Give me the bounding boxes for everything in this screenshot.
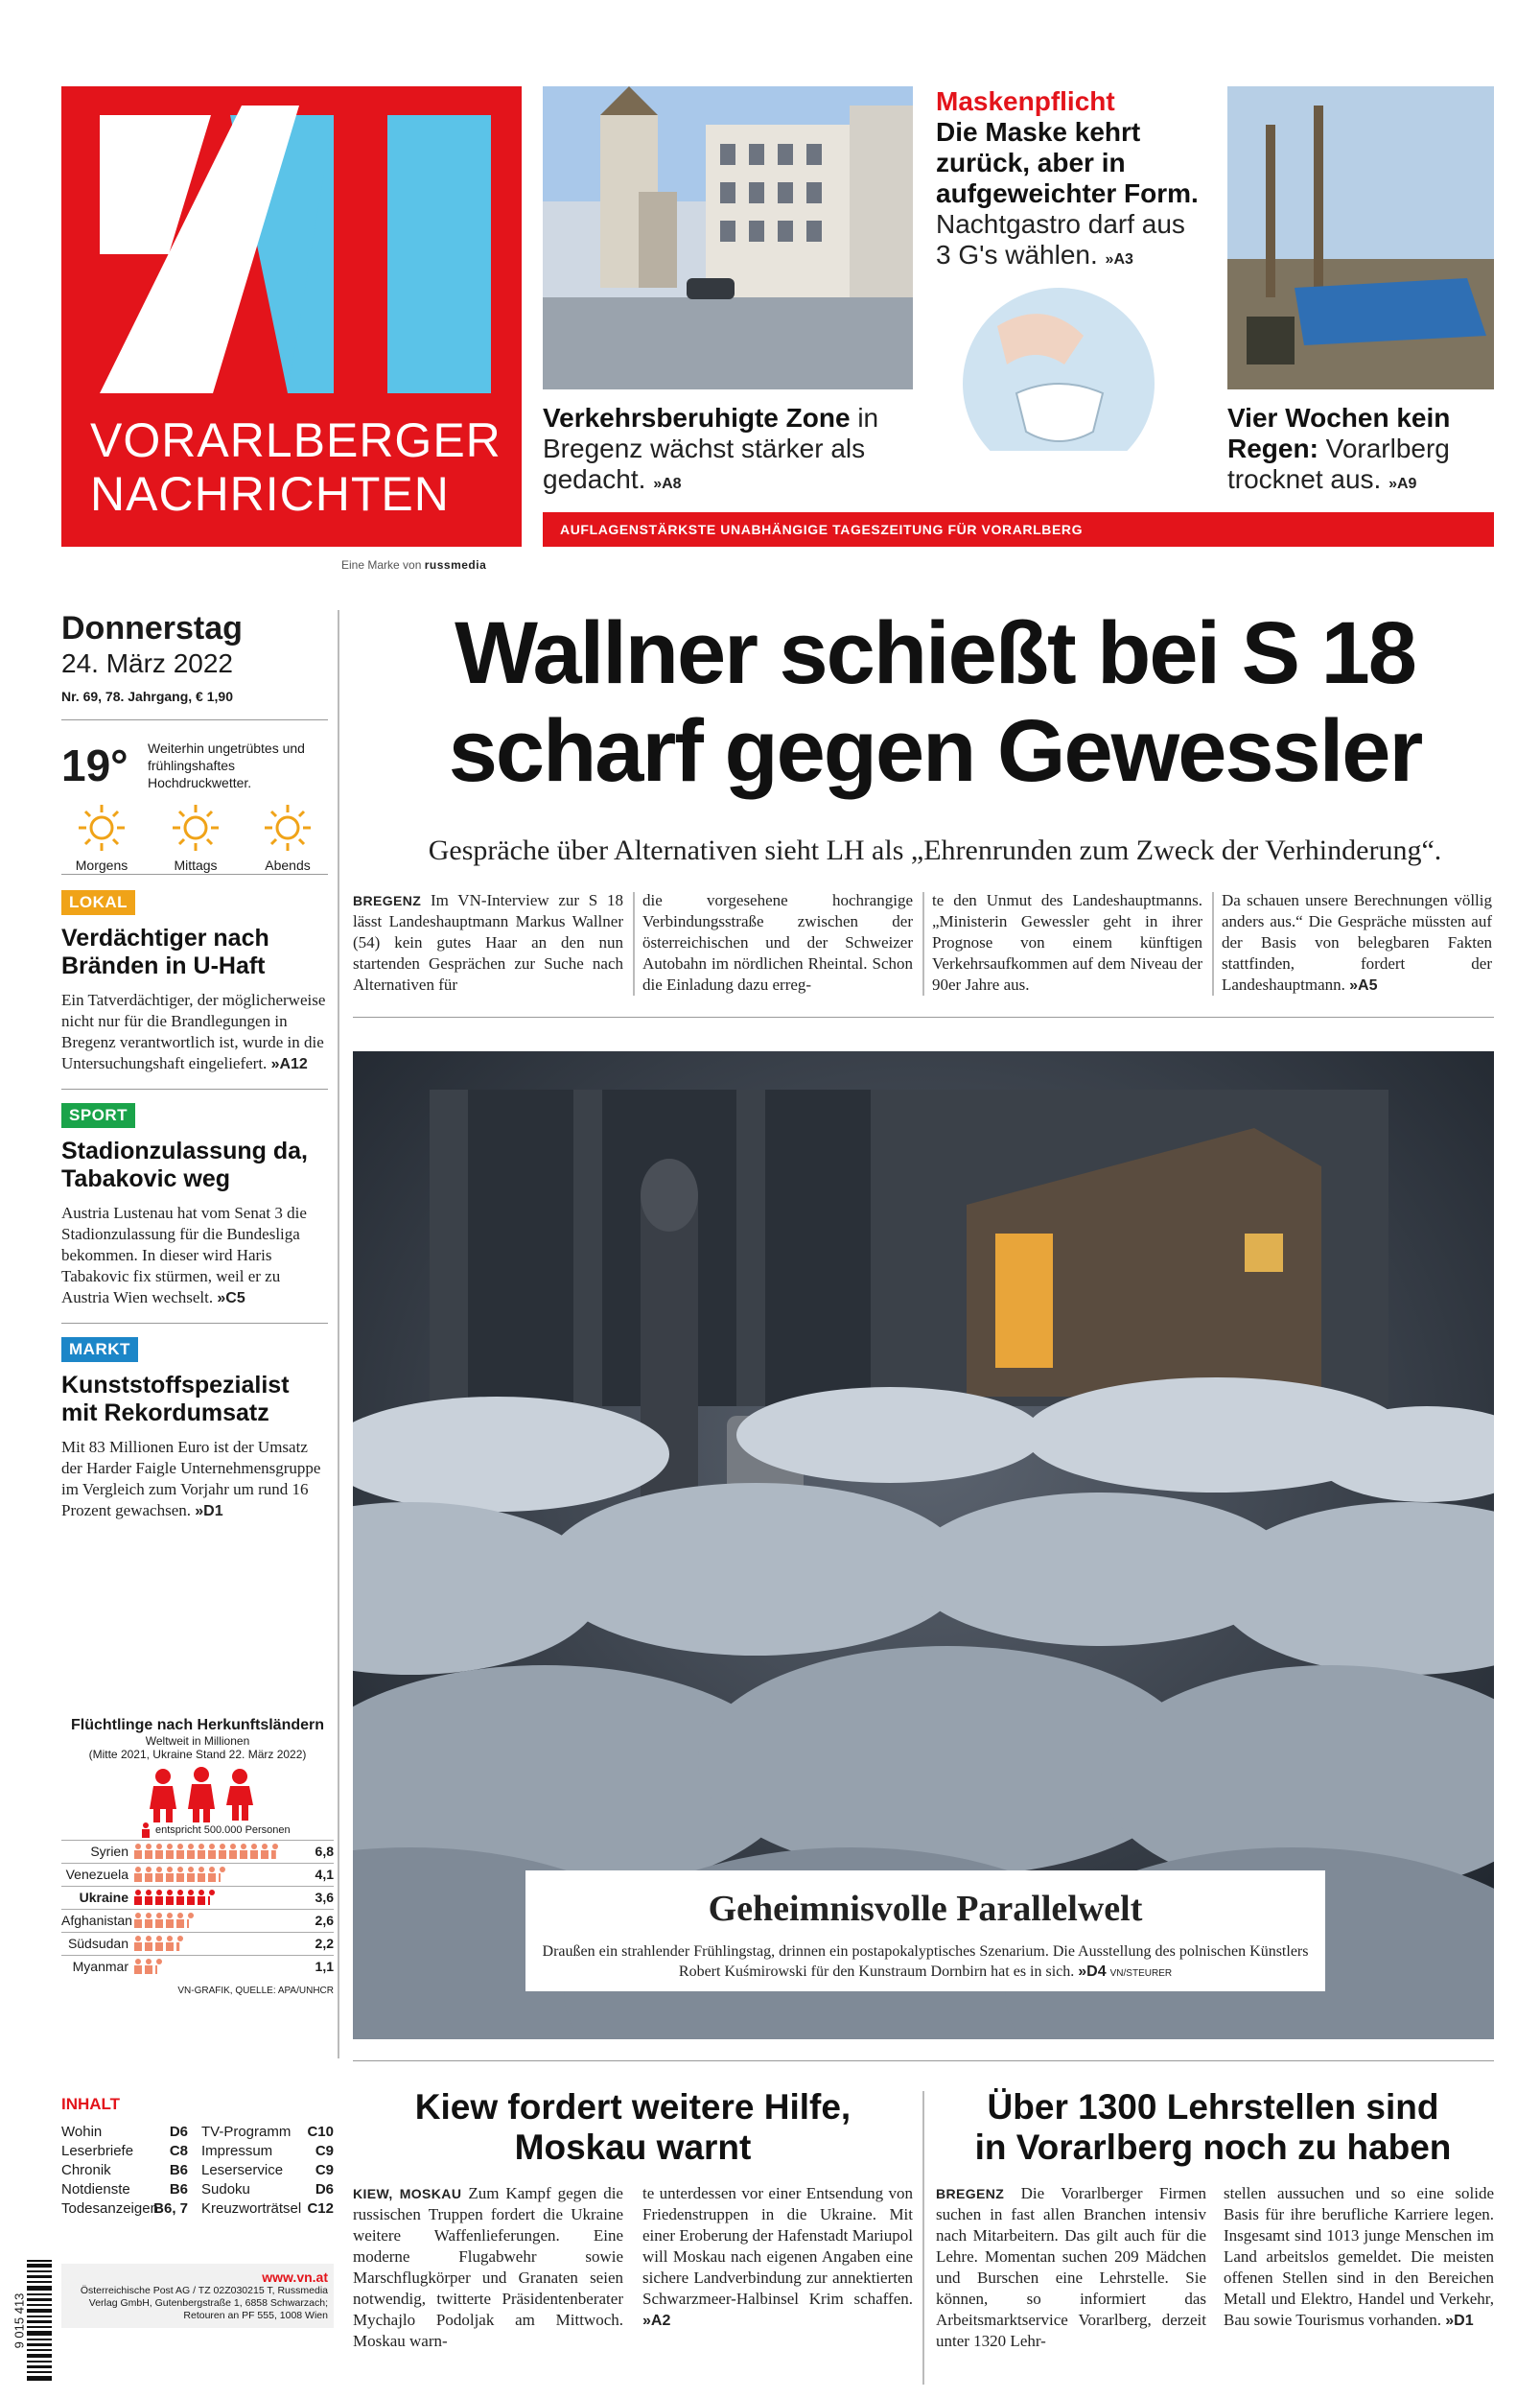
contents-item[interactable]: Kreuzworträtsel C12: [201, 2200, 334, 2217]
chart-legend-text: entspricht 500.000 Personen: [155, 1824, 291, 1836]
bottom-left-dateline: KIEW, MOSKAU: [353, 2186, 462, 2201]
chart-bar: [134, 1936, 187, 1951]
chart-bar: [134, 1890, 219, 1905]
main-story-col1: [353, 890, 623, 996]
contents-item[interactable]: Todesanzeigen B6, 7: [61, 2200, 188, 2217]
sidebar: [61, 610, 328, 1522]
contents-right-column: [201, 2124, 334, 2220]
edition-date: 24. März 2022: [61, 648, 233, 678]
weather-morning: [63, 803, 140, 873]
weather-box: [61, 720, 328, 873]
boat-photo-icon: [1227, 86, 1494, 389]
chart-value-label: 3,6: [315, 1890, 334, 1905]
weather-period-noon: Mittags: [174, 858, 218, 873]
person-icon: [155, 1844, 163, 1859]
bottom-right-text1: Die Vorarlberger Firmen suchen in fast allen Branchen intensiv nach Mitarbeitern. Das gilt auch für die Lehre. Momentan suchen 209 Mädchen und Burschen eine Lehrstelle. Sie können, so informiert das Arbeitsmarktservice Vorarlberg, derzeit unter 1320 Lehr-: [936, 2184, 1206, 2350]
bottom-rule: [353, 2060, 1494, 2061]
sidebar-story-sport[interactable]: [61, 1103, 328, 1309]
sidebar-story-title: Verdächtiger nach Bränden in U-Haft: [61, 925, 269, 979]
person-icon: [145, 1913, 152, 1928]
chart-category-label: Afghanistan: [61, 1913, 132, 1928]
sidebar-story-ref[interactable]: »D1: [195, 1503, 223, 1519]
main-headline-line1: Wallner schießt bei S 18: [455, 604, 1415, 702]
person-icon: [208, 1867, 216, 1882]
person-icon: [198, 1890, 205, 1905]
main-story-text1: Im VN-Interview zur S 18 lässt Landeshauptmann Markus Wallner (54) kein gutes Haar an den nun startenden Gesprächen zur Suche nach Alternativen für: [353, 891, 623, 994]
person-icon: [250, 1844, 258, 1859]
brand-credit-name: russmedia: [424, 558, 487, 572]
contents-item[interactable]: Leserservice C9: [201, 2162, 334, 2178]
contents-left-column: [61, 2124, 188, 2220]
main-headline-line2: scharf gegen Gewessler: [448, 702, 1422, 800]
chart-category-label: Myanmar: [72, 1959, 128, 1974]
photo-caption-title: Geheimnisvolle Parallelwelt: [708, 1889, 1143, 1929]
chart-value-label: 4,1: [315, 1867, 334, 1882]
contents-item[interactable]: Sudoku D6: [201, 2181, 334, 2198]
contents-item[interactable]: TV-Programm C10: [201, 2124, 334, 2140]
chart-source: VN-GRAFIK, QUELLE: APA/UNHCR: [177, 1986, 334, 1996]
bottom-right-text2: stellen aussuchen und so eine solide Basis für ihre berufliche Karriere legen. Insgesamt sind 1013 junge Menschen im Land arbeitslos gemeldet. Die meisten offenen Stellen sind in den Bereichen Metall und Elektro, Handel und Verkehr, Bau sowie Tourismus vorhanden.: [1224, 2184, 1494, 2329]
person-icon: [166, 1936, 174, 1951]
chart-value-label: 1,1: [315, 1959, 334, 1974]
sidebar-story-title: Stadionzulassung da, Tabakovic weg: [61, 1138, 308, 1192]
teaser-zone[interactable]: [543, 403, 917, 500]
person-icon: [198, 1844, 205, 1859]
tagline-bar: AUFLAGENSTÄRKSTE UNABHÄNGIGE TAGESZEITUNG FÜR VORARLBERG: [543, 512, 1494, 547]
imprint-text: Österreichische Post AG / TZ 02Z030215 T, Russmedia Verlag GmbH, Gutenbergstraße 1, 6858 Schwarzach; Retouren an PF 555, 1008 Wien: [80, 2285, 328, 2321]
imprint-box: [61, 2264, 334, 2328]
person-icon: [166, 1844, 174, 1859]
main-story-rule: [353, 1017, 1494, 1018]
main-story-col2: die vorgesehene hochrangige Verbindungsstraße zwischen der österreichischen und der Schweizer Autobahn im nördlichen Rheintal. Schon die Einladung dazu erreg-: [642, 891, 913, 994]
person-icon: [176, 1867, 184, 1882]
person-icon: [208, 1890, 215, 1905]
teaser-photo-boat[interactable]: [1227, 86, 1494, 389]
bottom-left-headline-line2: Moskau warnt: [514, 2128, 752, 2167]
bottom-right-col1: [936, 2183, 1206, 2352]
main-headline[interactable]: [374, 604, 1496, 800]
chart-subtitle1: Weltweit in Millionen: [145, 1734, 250, 1748]
contents-item[interactable]: Impressum C9: [201, 2143, 334, 2159]
bottom-divider: [922, 2091, 924, 2385]
person-icon: [166, 1867, 174, 1882]
contents-box: [61, 2095, 334, 2223]
teaser-zone-text: in Bregenz wächst stärker als gedacht.: [543, 403, 879, 494]
photo-credit: VN/STEURER: [1109, 1968, 1173, 1979]
chart-category-label: Südsudan: [67, 1936, 128, 1951]
section-badge-sport: SPORT: [61, 1103, 135, 1128]
weather-evening: [249, 803, 326, 873]
person-icon: [176, 1844, 184, 1859]
chart-category-label: Venezuela: [65, 1867, 128, 1882]
main-story-text4: Da schauen unsere Berechnungen völlig anders aus.“ Die Gespräche müssten auf der Basis von belegbaren Fakten stattfinden, fordert der Landeshauptmann.: [1222, 891, 1492, 994]
chart-legend: [61, 1761, 334, 1840]
chart-value-label: 2,2: [315, 1936, 334, 1951]
bottom-left-headline[interactable]: [353, 2087, 913, 2168]
street-photo-icon: [543, 86, 913, 389]
vn-logo[interactable]: [61, 86, 522, 547]
person-icon: [145, 1867, 152, 1882]
person-icon: [229, 1844, 237, 1859]
person-icon: [208, 1844, 216, 1859]
refugee-family-icon: [134, 1767, 268, 1824]
sun-icon: [171, 803, 221, 853]
teaser-drought-lead: Vier Wochen kein Regen:: [1227, 403, 1451, 463]
person-icon: [261, 1844, 268, 1859]
person-icon: [145, 1936, 152, 1951]
edition-issue: Nr. 69, 78. Jahrgang, € 1,90: [61, 689, 233, 704]
person-icon: [176, 1913, 184, 1928]
section-badge-lokal: LOKAL: [61, 890, 135, 915]
person-icon: [155, 1867, 163, 1882]
bottom-left-ref[interactable]: »A2: [642, 2313, 671, 2329]
teaser-mask-ref[interactable]: »A3: [1105, 251, 1133, 268]
contents-item[interactable]: Leserbriefe C8: [61, 2143, 188, 2159]
weather-period-morning: Morgens: [75, 858, 128, 873]
teaser-zone-ref[interactable]: »A8: [653, 476, 682, 492]
weather-temperature: 19°: [61, 741, 128, 790]
person-icon: [134, 1936, 142, 1951]
photo-caption: [525, 1870, 1325, 1991]
chart-bar: [134, 1844, 282, 1859]
bottom-right-col2: [1224, 2183, 1494, 2332]
person-icon: [155, 1890, 163, 1905]
bottom-left-col1: [353, 2183, 623, 2352]
person-icon: [134, 1867, 142, 1882]
person-icon: [134, 1890, 142, 1905]
main-story-col3: te den Unmut des Landeshauptmanns. „Ministerin Gewessler geht in ihrer Prognose von einem künftigen Verkehrsaufkommen auf dem Niveau der 90er Jahre aus.: [932, 891, 1202, 994]
photo-caption-text: Draußen ein strahlender Frühlingstag, drinnen ein postapokalyptisches Szenarium. Die Ausstellung des polnischen Künstlers Robert Kuśmirowski für den Kunstraum Dornbirn hat es in sich.: [542, 1943, 1309, 1980]
chart-bar-row: [61, 1886, 334, 1907]
bottom-right-dateline: BREGENZ: [936, 2186, 1005, 2201]
weather-period-evening: Abends: [265, 858, 311, 873]
person-icon: [198, 1867, 205, 1882]
teaser-photo-mask[interactable]: [959, 288, 1158, 451]
person-icon: [155, 1936, 163, 1951]
person-icon: [166, 1890, 174, 1905]
weather-description: Weiterhin ungetrübtes und frühlingshaftes Hochdruckwetter.: [148, 741, 305, 790]
person-icon: [155, 1913, 163, 1928]
main-story-ref[interactable]: »A5: [1349, 977, 1378, 994]
bottom-right-headline[interactable]: [932, 2087, 1494, 2168]
chart-bar-row: [61, 1932, 334, 1953]
barcode-number: 9 015 413: [12, 2292, 27, 2349]
chart-bar-row: [61, 1863, 334, 1884]
sidebar-story-title: Kunststoffspezialist mit Rekordumsatz: [61, 1372, 290, 1426]
contents-item[interactable]: Notdienste B6: [61, 2181, 188, 2198]
person-icon: [187, 1844, 195, 1859]
contents-title: INHALT: [61, 2095, 121, 2113]
teaser-drought-ref[interactable]: »A9: [1388, 476, 1417, 492]
sun-icon: [263, 803, 313, 853]
brand-credit: [341, 558, 486, 572]
teaser-mask-lead: Die Maske kehrt zurück, aber in aufgeweichter Form.: [936, 117, 1199, 208]
chart-bar: [134, 1959, 166, 1974]
chart-value-label: 6,8: [315, 1844, 334, 1859]
sidebar-story-ref[interactable]: »C5: [217, 1290, 245, 1306]
chart-bar-row: [61, 1909, 334, 1930]
contents-item[interactable]: Wohin D6: [61, 2124, 188, 2140]
person-icon: [145, 1959, 152, 1974]
edition-weekday: Donnerstag: [61, 610, 243, 647]
main-story-dateline: BREGENZ: [353, 893, 422, 908]
person-legend-icon: [140, 1822, 152, 1838]
contents-item[interactable]: Chronik B6: [61, 2162, 188, 2178]
person-icon: [187, 1913, 194, 1928]
section-badge-markt: MARKT: [61, 1337, 138, 1362]
sidebar-story-body: Mit 83 Millionen Euro ist der Umsatz der Harder Faigle Unternehmensgruppe im Vergleich zum Vorjahr um rund 16 Prozent gewachsen.: [61, 1438, 321, 1519]
person-icon: [155, 1959, 162, 1974]
sidebar-story-ref[interactable]: »A12: [270, 1056, 308, 1072]
sidebar-story-body: Ein Tatverdächtiger, der möglicherweise nicht nur für die Brandlegungen in Bregenz verantwortlich ist, wurde in die Untersuchungshaft eingeliefert.: [61, 991, 326, 1072]
mask-photo-icon: [959, 288, 1158, 451]
sidebar-story-lokal[interactable]: [61, 890, 328, 1075]
person-icon: [187, 1867, 195, 1882]
chart-rows: [61, 1840, 334, 1984]
teaser-photo-street[interactable]: [543, 86, 913, 389]
teaser-zone-lead: Verkehrsberuhigte Zone: [543, 403, 851, 433]
teaser-drought[interactable]: [1227, 403, 1505, 500]
bottom-left-headline-line1: Kiew fordert weitere Hilfe,: [414, 2087, 852, 2127]
chart-bar: [134, 1867, 229, 1882]
refugee-chart: [61, 1717, 334, 1996]
chart-bar-row: [61, 1840, 334, 1861]
bottom-left-text1: Zum Kampf gegen die russischen Truppen fordert die Ukraine weitere Waffenlieferungen. Eine moderne Flugabwehr sowie Marschflugkörper und Granaten seien notwendig, twitterte Präsidentenberater Mychajlo Podoljak am Mittwoch. Moskau warn-: [353, 2184, 623, 2350]
bottom-right-headline-line2: in Vorarlberg noch zu haben: [974, 2128, 1452, 2167]
person-icon: [134, 1844, 142, 1859]
sidebar-divider: [338, 610, 339, 2058]
person-icon: [219, 1844, 226, 1859]
main-subhead: Gespräche über Alternativen sieht LH als „Ehrenrunden zum Zweck der Verhinderung“.: [428, 835, 1442, 866]
person-icon: [166, 1913, 174, 1928]
person-icon: [176, 1890, 184, 1905]
teaser-drought-text: Vorarlberg trocknet aus.: [1227, 434, 1450, 494]
person-icon: [176, 1936, 183, 1951]
chart-category-label: Ukraine: [79, 1890, 128, 1905]
sun-icon: [77, 803, 127, 853]
teaser-mask-text: Nachtgastro darf aus 3 G's wählen.: [936, 209, 1185, 270]
chart-title: Flüchtlinge nach Herkunftsländern: [70, 1717, 325, 1733]
weather-noon: [157, 803, 234, 873]
chart-bar-row: [61, 1955, 334, 1976]
person-icon: [145, 1844, 152, 1859]
chart-subtitle2: (Mitte 2021, Ukraine Stand 22. März 2022): [88, 1748, 307, 1761]
photo-caption-ref[interactable]: »D4: [1078, 1963, 1107, 1980]
imprint-url[interactable]: www.vn.at: [262, 2269, 328, 2285]
teaser-mask-kicker: Maskenpflicht: [936, 86, 1115, 116]
person-icon: [187, 1890, 195, 1905]
chart-bar: [134, 1913, 198, 1928]
person-icon: [219, 1867, 225, 1882]
person-icon: [134, 1913, 142, 1928]
bottom-right-headline-line1: Über 1300 Lehrstellen sind: [987, 2087, 1439, 2127]
chart-value-label: 2,6: [315, 1913, 334, 1928]
teaser-mask[interactable]: [936, 86, 1204, 275]
masthead-name-line1: VORARLBERGER: [90, 413, 502, 467]
brand-credit-prefix: Eine Marke von: [341, 558, 422, 572]
sidebar-story-body: Austria Lustenau hat vom Senat 3 die Stadionzulassung für die Bundesliga bekommen. In dieser wird Haris Tabakovic fix stürmen, weil er zu Austria Wien wechselt.: [61, 1204, 307, 1306]
masthead-name-line2: NACHRICHTEN: [90, 467, 450, 521]
sidebar-story-markt[interactable]: [61, 1337, 328, 1522]
person-icon: [240, 1844, 247, 1859]
person-icon: [145, 1890, 152, 1905]
bottom-right-ref[interactable]: »D1: [1445, 2313, 1474, 2329]
person-icon: [134, 1959, 142, 1974]
bottom-left-col2: [642, 2183, 913, 2332]
chart-category-label: Syrien: [90, 1844, 128, 1859]
bottom-left-text2: te unterdessen vor einer Entsendung von Friedenstruppen in die Ukraine. Mit einer Eroberung der Hafenstadt Mariupol will Moskau nach eigenen Angaben eine sichere Landverbindung zur annektierten Schwarzmeer-Halbinsel Krim schaffen.: [642, 2184, 913, 2308]
person-icon: [271, 1844, 278, 1859]
main-story-col4: [1222, 890, 1492, 997]
barcode: [8, 2254, 56, 2388]
